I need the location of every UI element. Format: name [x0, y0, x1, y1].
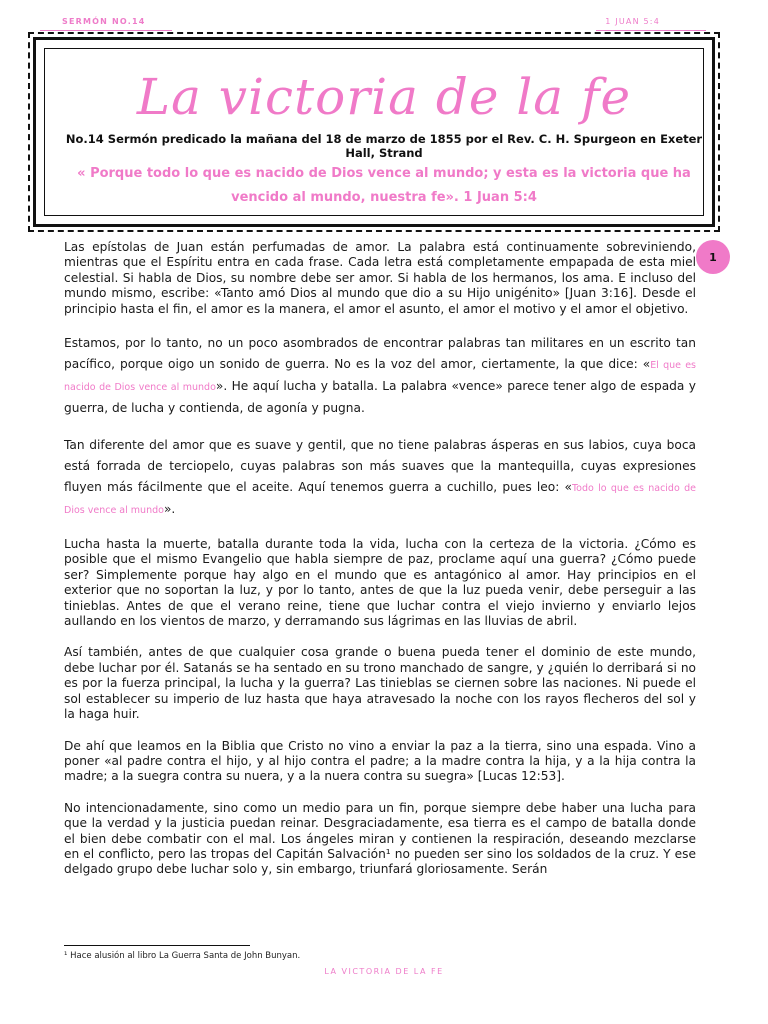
paragraph [64, 333, 696, 419]
paragraph [64, 435, 696, 521]
running-header-left: SERMÓN NO.14 [62, 17, 146, 26]
paragraph: No intencionadamente, sino como un medio para un fin, porque siempre debe haber una lucha para que la verdad y la justicia puedan reinar. Desgraciadamente, esa tierra es el campo de batalla donde el bien debe combatir con el mal. Los ángeles miran y contienen la respiración, deseando mezclarse en el conflicto, pero las tropas del Capitán Salvación¹ no pueden ser sino los soldados de la cruz. Y ese delgado grupo debe luchar solo y, sin embargo, triunfará gloriosamente. Serán [64, 800, 696, 877]
sermon-body [64, 240, 696, 894]
footnote: ¹ Hace alusión al libro La Guerra Santa de John Bunyan. [64, 951, 301, 961]
paragraph: Así también, antes de que cualquier cosa grande o buena pueda tener el dominio de este mundo, debe luchar por él. Satanás se ha sentado en su trono manchado de sangre, y ¿quién lo derribará si no es por la fuerza principal, la lucha y la guerra? Las tinieblas se ciernen sobre las naciones. Ni puede el sol establecer su imperio de luz hasta que haya atravesado la noche con los rayos flecheros del sol y la haga huir. [64, 645, 696, 722]
running-header-right: 1 JUAN 5:4 [605, 17, 660, 26]
paragraph-text: Tan diferente del amor que es suave y gentil, que no tiene palabras ásperas en sus labios, cuya boca está forrada de terciopelo, cuyas palabras son más suaves que la mantequilla, cuyas expresiones fluyen más fácilmente que el aceite. Aquí tenemos guerra a cuchillo, pues leo: « [64, 438, 696, 495]
header-rule-left [40, 30, 172, 31]
paragraph-text: ». [163, 502, 176, 517]
page-title: La victoria de la fe [136, 68, 632, 126]
paragraph-text: Estamos, por lo tanto, no un poco asombrados de encontrar palabras tan militares en un escrito tan pacífico, porque oigo un sonido de guerra. No es la voz del amor, ciertamente, la que dice: « [64, 336, 696, 372]
paragraph: Las epístolas de Juan están perfumadas de amor. La palabra está continuamente sobreviniendo, mientras que el Espíritu entra en cada frase. Cada letra está completamente empapada de esta miel celestial. Si habla de Dios, su nombre debe ser amor. Si habla de los hermanos, los ama. E incluso del mundo mismo, escribe: «Tanto amó Dios al mundo que dio a su Hijo unigénito» [Juan 3:16]. Desde el principio hasta el fin, el amor es la manera, el amor el asunto, el amor el motivo y el amor el objetivo. [64, 240, 696, 316]
scripture-quote: Todo lo que es nacido de Dios vence al mundo [64, 483, 696, 517]
page-number-badge [696, 240, 730, 274]
scripture-quote: El que es nacido de Dios vence al mundo [64, 360, 697, 394]
header-rule-right [596, 30, 706, 31]
epigraph-verse: « Porque todo lo que es nacido de Dios vence al mundo; y esta es la victoria que ha vencido al mundo, nuestra fe». 1 Juan 5:4 [77, 166, 691, 205]
paragraph: De ahí que leamos en la Biblia que Cristo no vino a enviar la paz a la tierra, sino una espada. Vino a poner «al padre contra el hijo, y al hijo contra el padre; a la madre contra la hija, y a la hija contra la madre; a la suegra contra su nuera, y a la nuera contra su suegra» [Lucas 12:53]. [64, 738, 696, 784]
paragraph: Lucha hasta la muerte, batalla durante toda la vida, lucha con la certeza de la victoria. ¿Cómo es posible que el mismo Evangelio que habla siempre de paz, proclame aquí una guerra? ¿Cómo puede ser? Simplemente porque hay algo en el mundo que es antagónico al amor. Hay principios en el exterior que no soportan la luz, y por lo tanto, antes de que la luz pueda venir, debe perseguir a las tinieblas. Antes de que el verano reine, tiene que luchar contra el viejo invierno y enviarlo lejos aullando en los vientos de marzo, y derramando sus lágrimas en las lluvias de abril. [64, 537, 696, 629]
running-footer: LA VICTORIA DE LA FE [324, 967, 444, 976]
sermon-subtitle: No.14 Sermón predicado la mañana del 18 de marzo de 1855 por el Rev. C. H. Spurgeon en Exeter Hall, Strand [65, 132, 703, 160]
footnote-rule [64, 945, 250, 946]
page-number: 1 [709, 250, 717, 264]
paragraph-text: ». He aquí lucha y batalla. La palabra «vence» parece tener algo de espada y guerra, de lucha y contienda, de agonía y pugna. [64, 379, 696, 416]
